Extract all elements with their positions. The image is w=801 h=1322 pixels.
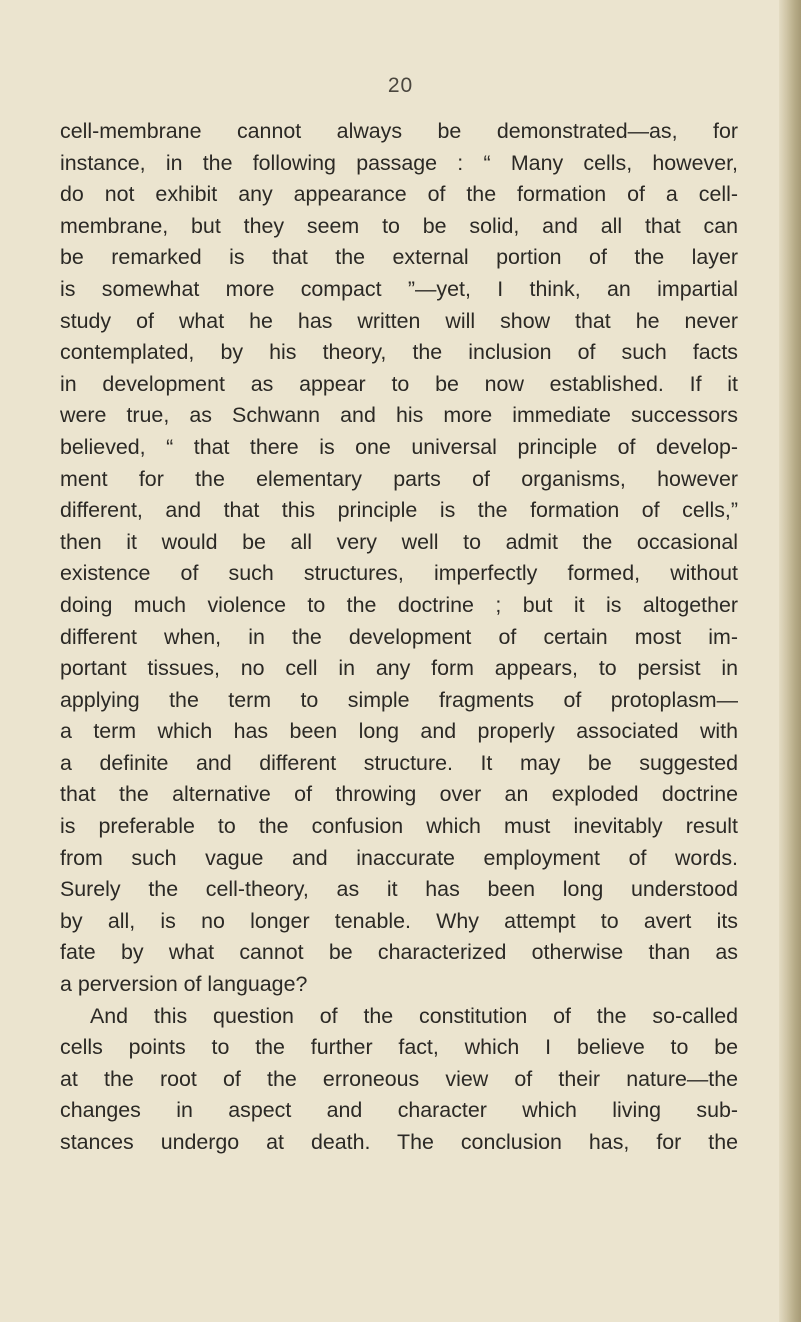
text-line: then it would be all very well to admit the occasional [60, 529, 738, 554]
text-line: cell-membrane cannot always be demonstrated—as, for [60, 119, 738, 143]
body-text [60, 116, 738, 1159]
text-line: applying the term to simple fragments of protoplasm— [60, 687, 738, 712]
text-line: membrane, but they seem to be solid, and all that can [60, 213, 738, 238]
text-line: from such vague and inaccurate employment of words. [60, 845, 738, 870]
text-line: existence of such structures, imperfectly formed, without [60, 561, 738, 586]
text-line: fate by what cannot be characterized otherwise than as [60, 940, 738, 965]
text-line: do not exhibit any appearance of the formation of a cell- [60, 182, 738, 207]
text-line: different, and that this principle is the formation of cells,” [60, 498, 738, 523]
text-line: is preferable to the confusion which must inevitably result [60, 814, 738, 839]
text-line: a definite and different structure. It may be suggested [60, 750, 738, 775]
text-line: is somewhat more compact ”—yet, I think, an impartial [60, 276, 738, 301]
text-line: study of what he has written will show that he never [60, 308, 738, 333]
text-line: at the root of the erroneous view of their nature—the [60, 1066, 738, 1091]
text-line: stances undergo at death. The conclusion has, for the [60, 1130, 738, 1154]
text-line: portant tissues, no cell in any form appears, to persist in [60, 656, 738, 681]
text-line: by all, is no longer tenable. Why attempt to avert its [60, 908, 738, 933]
text-line: contemplated, by his theory, the inclusion of such facts [60, 340, 738, 365]
paragraph-start-line: And this question of the constitution of the so-called [90, 1003, 738, 1028]
text-line: be remarked is that the external portion of the layer [60, 245, 738, 270]
paragraph-end-line: a perversion of language? [60, 972, 308, 997]
text-line: doing much violence to the doctrine ; but it is altogether [60, 592, 738, 617]
text-line: ment for the elementary parts of organisms, however [60, 466, 738, 491]
text-line: were true, as Schwann and his more immediate successors [60, 403, 738, 428]
text-line: believed, “ that there is one universal principle of develop- [60, 434, 738, 459]
text-line: in development as appear to be now established. If it [60, 371, 738, 396]
text-line: that the alternative of throwing over an exploded doctrine [60, 782, 738, 807]
text-line: a term which has been long and properly associated with [60, 719, 738, 744]
page-edge-shadow [779, 0, 801, 1322]
text-line: different when, in the development of certain most im- [60, 624, 738, 649]
text-line: instance, in the following passage : “ Many cells, however, [60, 150, 738, 175]
text-line: Surely the cell-theory, as it has been long understood [60, 877, 738, 902]
text-line: cells points to the further fact, which I believe to be [60, 1035, 738, 1060]
page-number: 20 [387, 74, 414, 97]
text-line: changes in aspect and character which living sub- [60, 1098, 738, 1123]
